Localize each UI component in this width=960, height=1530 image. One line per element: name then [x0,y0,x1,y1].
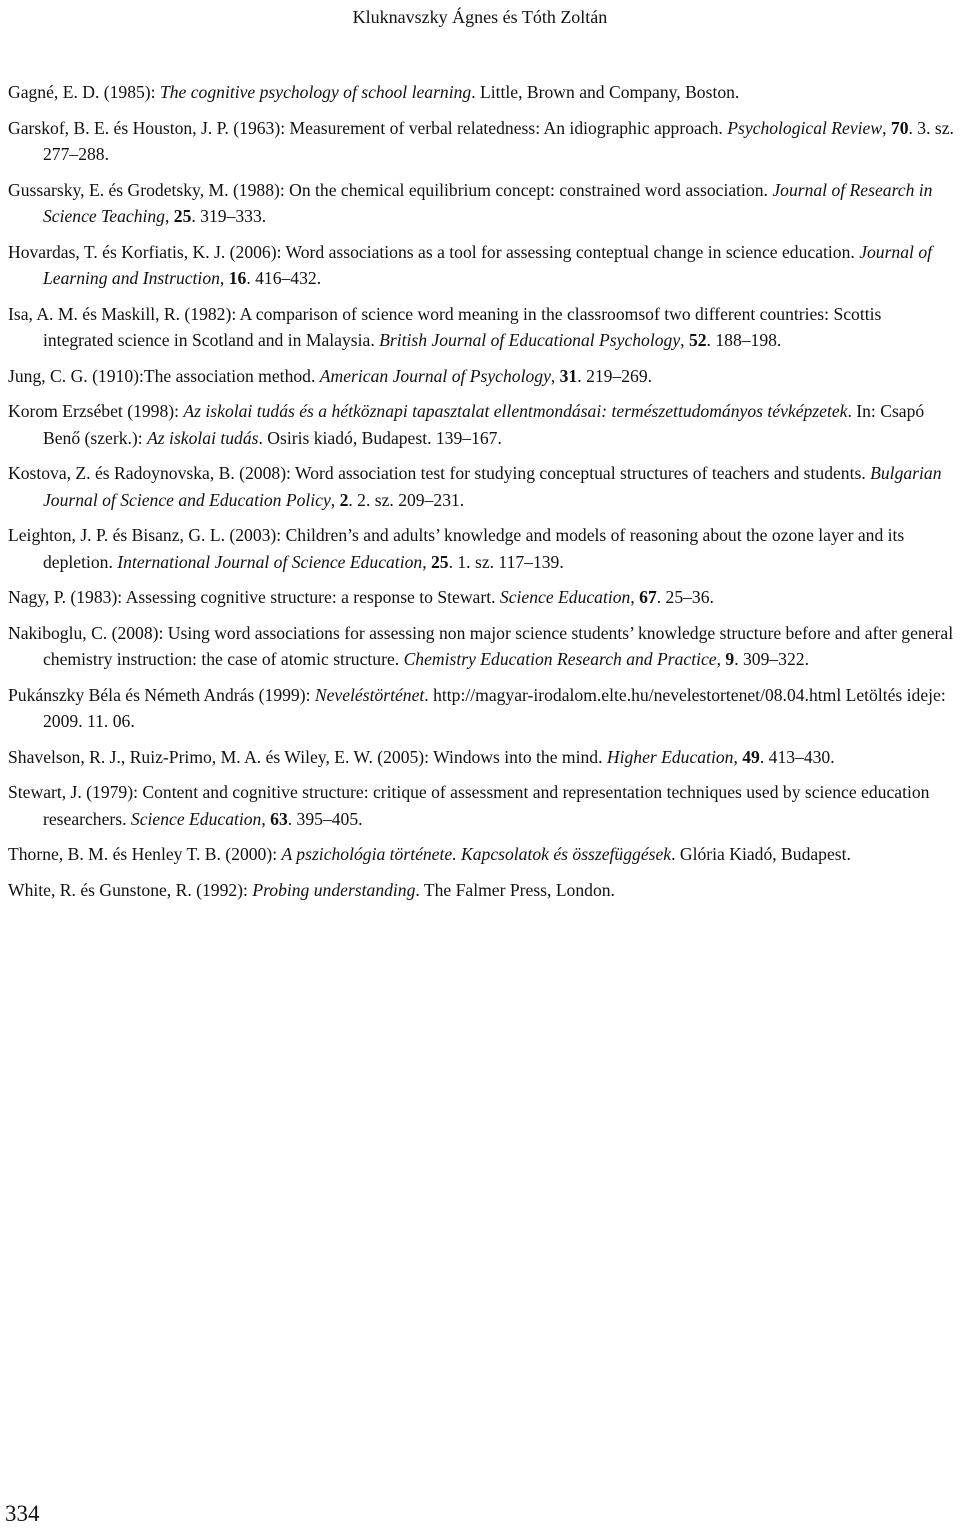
reference-title-italic: Journal of Learning and Instruction [43,241,933,288]
reference-text: . 25–36. [656,587,714,607]
reference-entry [8,115,954,168]
reference-text: . 219–269. [577,365,653,386]
reference-volume: 9 [725,649,735,669]
reference-entry [8,620,954,673]
reference-title-italic: International Journal of Science Education [117,551,423,572]
reference-text: . 319–333. [191,206,267,226]
reference-text: Korom Erzsébet (1998): [8,401,184,421]
reference-entry [8,239,954,292]
reference-title-italic: Neveléstörténet [314,684,425,705]
reference-title-italic: Probing understanding [252,879,416,900]
reference-entry [8,779,954,832]
reference-text: , [330,489,340,510]
reference-volume: 31 [559,365,578,386]
reference-text: Nagy, P. (1983): Assessing cognitive structure: a response to Stewart. [8,587,500,607]
reference-text: , [882,117,891,138]
reference-entry [8,744,954,771]
reference-entry [8,177,954,230]
reference-entry [8,522,954,575]
reference-entry [8,398,954,451]
reference-volume: 16 [228,268,247,288]
page-number: 334 [5,1501,40,1526]
reference-text: Thorne, B. M. és Henley T. B. (2000): [8,844,282,864]
reference-text: . Glória Kiadó, Budapest. [671,844,851,864]
reference-title-italic: Bulgarian Journal of Science and Education Policy [43,463,942,510]
reference-entry [8,79,954,106]
reference-text: . 309–322. [734,649,809,669]
reference-entry [8,682,954,735]
reference-text: . 413–430. [759,746,835,767]
reference-volume: 63 [270,808,288,829]
reference-text: . 1. sz. 117–139. [448,551,564,572]
reference-text: Pukánszky Béla és Németh András (1999): [8,684,315,705]
reference-text: , [164,206,174,226]
reference-text: Nakiboglu, C. (2008): Using word associations for assessing non major science students’ knowledge structure before and after general chemistry instruction: the case of atomic structure. [8,622,954,669]
reference-text: White, R. és Gunstone, R. (1992): [8,879,253,900]
reference-list [8,79,954,912]
reference-volume: 25 [430,551,449,572]
reference-volume: 2 [339,489,349,510]
reference-text: Gagné, E. D. (1985): [8,82,160,102]
reference-title-italic: American Journal of Psychology [319,365,551,386]
reference-entry [8,877,954,904]
reference-text: . In: Csapó Benő (szerk.): [43,401,925,448]
reference-entry [8,363,954,390]
reference-title-italic: British Journal of Educational Psychology [379,330,681,350]
reference-volume: 52 [688,330,707,350]
reference-text: . Osiris kiadó, Budapest. 139–167. [258,427,502,448]
reference-entry [8,584,954,611]
reference-title-italic: The cognitive psychology of school learning [159,82,472,102]
reference-text: Gussarsky, E. és Grodetsky, M. (1988): On the chemical equilibrium concept: constrained word association. [8,179,773,200]
reference-text: , [219,268,229,288]
reference-title-italic: Az iskolai tudás [147,427,259,448]
reference-text: Isa, A. M. és Maskill, R. (1982): A comparison of science word meaning in the classroomsof two different countries: Scottis integrated science in Scotland and in Malaysia. [8,303,882,350]
reference-text: Hovardas, T. és Korfiatis, K. J. (2006): Word associations as a tool for assessing conteptual change in science education. [8,241,860,262]
reference-title-italic: Az iskolai tudás és a hétköznapi tapasztalat ellentmondásai: természettudományos tévképzetek [183,401,848,421]
reference-text: . 416–432. [246,268,322,288]
reference-text: , [680,330,689,350]
reference-volume: 70 [890,117,909,138]
reference-volume: 25 [173,206,192,226]
reference-text: Leighton, J. P. és Bisanz, G. L. (2003): Children’s and adults’ knowledge and models of reasoning about the ozone layer and its depletion. [8,525,905,572]
reference-text: . Little, Brown and Company, Boston. [471,82,740,102]
reference-text: , [261,808,271,829]
reference-text: , [550,365,560,386]
reference-text: , [422,551,431,572]
reference-entry [8,841,954,868]
reference-text: , [733,746,743,767]
reference-text: , [716,649,726,669]
reference-title-italic: Journal of Research in Science Teaching [43,179,933,226]
reference-title-italic: A pszichológia története. Kapcsolatok és összefüggések [281,844,672,864]
reference-title-italic: Science Education [130,808,262,829]
reference-title-italic: Higher Education [606,746,734,767]
reference-entry [8,301,954,354]
reference-text: . 3. sz. 277–288. [43,117,954,164]
reference-text: Garskof, B. E. és Houston, J. P. (1963): Measurement of verbal relatedness: An idiographic approach. [8,117,728,138]
reference-text: . 395–405. [287,808,363,829]
reference-volume: 49 [742,746,760,767]
reference-text: Jung, C. G. (1910):The association method. [8,365,320,386]
reference-text: Shavelson, R. J., Ruiz-Primo, M. A. és Wiley, E. W. (2005): Windows into the mind. [8,746,607,767]
reference-title-italic: Chemistry Education Research and Practice [403,649,717,669]
reference-text: Kostova, Z. és Radoynovska, B. (2008): Word association test for studying conceptual structures of teachers and students. [8,463,871,483]
reference-text: . 188–198. [706,330,782,350]
reference-text: . 2. sz. 209–231. [348,489,465,510]
reference-text: , [630,587,640,607]
reference-title-italic: Science Education [499,587,631,607]
reference-entry [8,460,954,513]
reference-volume: 67 [639,587,657,607]
running-header: Kluknavszky Ágnes és Tóth Zoltán [352,7,608,27]
reference-text: . http://magyar-irodalom.elte.hu/nevelestortenet/08.04.html Letöltés ideje: 2009. 11. 06. [43,684,946,731]
reference-text: . The Falmer Press, London. [415,879,615,900]
reference-title-italic: Psychological Review [727,117,883,138]
reference-text: Stewart, J. (1979): Content and cognitive structure: critique of assessment and representation techniques used by science education researchers. [8,782,930,829]
